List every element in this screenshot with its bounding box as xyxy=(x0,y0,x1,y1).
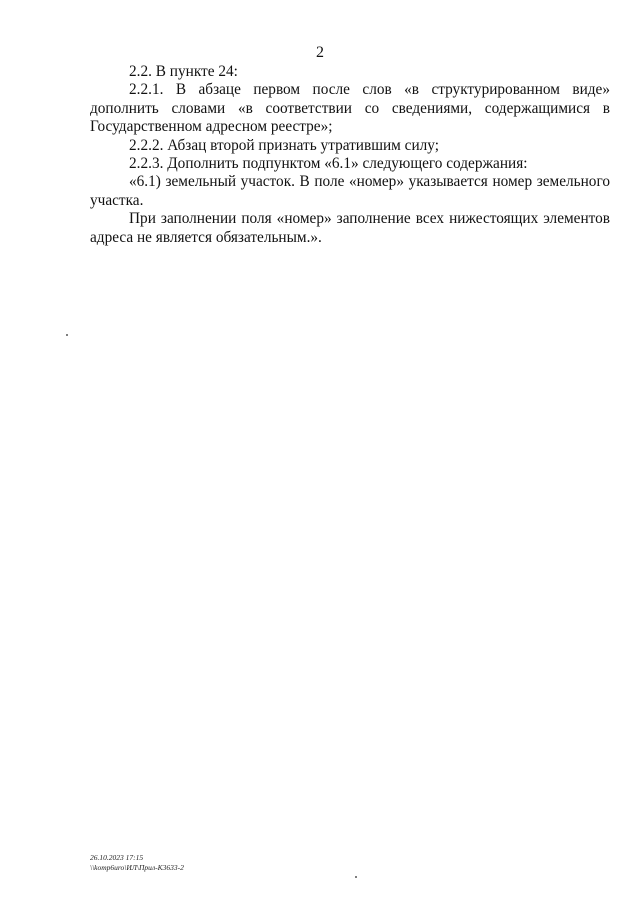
footer-date-time: 26.10.2023 17:15 xyxy=(90,853,144,862)
document-body xyxy=(90,63,610,247)
scan-speck xyxy=(355,876,357,878)
page-number: 2 xyxy=(316,44,324,61)
paragraph-clause-2-2-3: 2.2.3. Дополнить подпунктом «6.1» следующего содержания: xyxy=(129,155,528,173)
footer-stamp xyxy=(90,853,184,872)
footer-file-path: \\komp6uro\ИЛ\Прил-К3633-2 xyxy=(90,862,184,872)
paragraph-subclause-6-1: «6.1) земельный участок. В поле «номер» указывается номер земельного участка. xyxy=(90,173,610,209)
paragraph-number-field-note: При заполнении поля «номер» заполнение всех нижестоящих элементов адреса не является обязательным.». xyxy=(90,210,610,246)
paragraph-clause-2-2-2: 2.2.2. Абзац второй признать утратившим силу; xyxy=(129,136,439,154)
paragraph-clause-2-2-1: 2.2.1. В абзаце первом после слов «в структурированном виде» дополнить словами «в соответствии со сведениями, содержащимися в Государственном адресном реестре»; xyxy=(90,81,610,136)
scan-speck xyxy=(66,334,68,336)
paragraph-clause-2-2: 2.2. В пункте 24: xyxy=(129,63,238,80)
